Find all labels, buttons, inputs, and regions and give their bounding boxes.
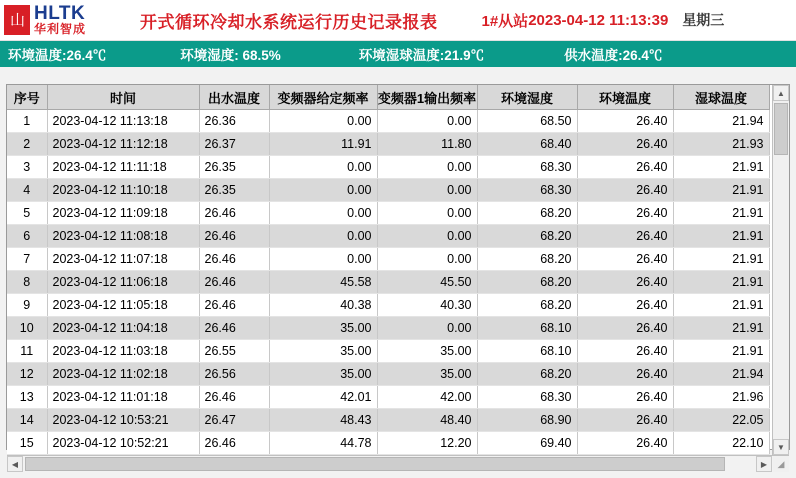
table-cell: 2 xyxy=(7,133,47,156)
table-cell: 21.96 xyxy=(673,386,769,409)
table-cell: 21.91 xyxy=(673,179,769,202)
table-cell: 48.43 xyxy=(269,409,377,432)
app-header xyxy=(0,0,796,41)
table-cell: 0.00 xyxy=(269,225,377,248)
brand-logo xyxy=(0,4,136,36)
table-cell: 11.80 xyxy=(377,133,477,156)
table-cell: 68.20 xyxy=(477,294,577,317)
table-cell: 0.00 xyxy=(377,225,477,248)
table-cell: 68.30 xyxy=(477,156,577,179)
logo-cn-text: 华利智成 xyxy=(34,22,87,36)
table-cell: 0.00 xyxy=(377,179,477,202)
table-cell: 2023-04-12 11:04:18 xyxy=(47,317,199,340)
table-cell: 10 xyxy=(7,317,47,340)
scroll-down-icon[interactable]: ▼ xyxy=(773,439,789,455)
table-row[interactable] xyxy=(7,317,769,340)
horizontal-scrollbar[interactable] xyxy=(7,455,789,469)
table-cell: 26.46 xyxy=(199,294,269,317)
history-table-panel xyxy=(6,84,790,469)
table-cell: 11 xyxy=(7,340,47,363)
scroll-right-icon[interactable]: ▶ xyxy=(756,456,772,472)
table-cell: 5 xyxy=(7,202,47,225)
table-cell: 21.94 xyxy=(673,110,769,133)
table-cell: 68.30 xyxy=(477,386,577,409)
table-body xyxy=(7,110,769,455)
table-cell: 35.00 xyxy=(269,317,377,340)
table-cell: 21.91 xyxy=(673,156,769,179)
table-cell: 26.46 xyxy=(199,225,269,248)
table-cell: 68.20 xyxy=(477,225,577,248)
table-cell: 42.01 xyxy=(269,386,377,409)
table-cell: 7 xyxy=(7,248,47,271)
table-cell: 26.55 xyxy=(199,340,269,363)
table-cell: 68.40 xyxy=(477,133,577,156)
table-cell: 0.00 xyxy=(269,156,377,179)
table-cell: 68.50 xyxy=(477,110,577,133)
history-table xyxy=(7,85,770,455)
table-cell: 26.37 xyxy=(199,133,269,156)
current-weekday: 星期三 xyxy=(682,12,725,28)
table-cell: 26.40 xyxy=(577,432,673,455)
table-cell: 26.40 xyxy=(577,225,673,248)
table-cell: 26.40 xyxy=(577,248,673,271)
table-cell: 26.40 xyxy=(577,317,673,340)
table-cell: 0.00 xyxy=(377,156,477,179)
table-cell: 13 xyxy=(7,386,47,409)
table-cell: 40.30 xyxy=(377,294,477,317)
status-ambient-temp: 环境温度:26.4℃ xyxy=(8,48,107,63)
table-cell: 68.90 xyxy=(477,409,577,432)
table-cell: 0.00 xyxy=(269,110,377,133)
table-cell: 26.40 xyxy=(577,386,673,409)
table-cell: 0.00 xyxy=(377,202,477,225)
table-cell: 26.35 xyxy=(199,179,269,202)
horizontal-scroll-thumb[interactable] xyxy=(25,457,725,471)
table-cell: 68.10 xyxy=(477,317,577,340)
current-datetime: 2023-04-12 11:13:39 xyxy=(528,11,669,29)
table-cell: 21.91 xyxy=(673,317,769,340)
table-cell: 42.00 xyxy=(377,386,477,409)
table-cell: 26.56 xyxy=(199,363,269,386)
column-header-wet-bulb-temp[interactable]: 湿球温度 xyxy=(673,85,769,110)
table-cell: 26.46 xyxy=(199,202,269,225)
table-cell: 2023-04-12 11:06:18 xyxy=(47,271,199,294)
column-header-vfd-set-freq[interactable]: 变频器给定频率 xyxy=(269,85,377,110)
table-cell: 0.00 xyxy=(269,179,377,202)
table-row[interactable] xyxy=(7,110,769,133)
logo-en-text: HLTK xyxy=(34,3,86,24)
table-cell: 2023-04-12 11:11:18 xyxy=(47,156,199,179)
table-cell: 22.10 xyxy=(673,432,769,455)
column-header-vfd1-output-freq[interactable]: 变频器1输出频率 xyxy=(377,85,477,110)
table-row[interactable] xyxy=(7,225,769,248)
resize-grip-icon[interactable]: ◢ xyxy=(773,456,789,472)
table-cell: 2023-04-12 11:12:18 xyxy=(47,133,199,156)
column-header-ambient-temp[interactable]: 环境温度 xyxy=(577,85,673,110)
table-cell: 2023-04-12 11:07:18 xyxy=(47,248,199,271)
table-cell: 3 xyxy=(7,156,47,179)
table-row[interactable] xyxy=(7,202,769,225)
table-cell: 21.93 xyxy=(673,133,769,156)
vertical-scroll-thumb[interactable] xyxy=(774,103,788,155)
page-title: 开式循环冷却水系统运行历史记录报表 xyxy=(140,12,438,32)
table-cell: 26.40 xyxy=(577,363,673,386)
table-cell: 2023-04-12 11:10:18 xyxy=(47,179,199,202)
title-bar xyxy=(136,8,796,33)
table-cell: 68.20 xyxy=(477,271,577,294)
logo-mark-icon: 山 xyxy=(4,5,30,35)
table-cell: 21.91 xyxy=(673,202,769,225)
table-cell: 21.91 xyxy=(673,225,769,248)
table-cell: 26.40 xyxy=(577,156,673,179)
table-cell: 22.05 xyxy=(673,409,769,432)
table-cell: 2023-04-12 11:08:18 xyxy=(47,225,199,248)
table-cell: 0.00 xyxy=(377,317,477,340)
table-row[interactable] xyxy=(7,340,769,363)
table-cell: 26.46 xyxy=(199,271,269,294)
table-cell: 21.91 xyxy=(673,271,769,294)
column-header-ambient-humidity[interactable]: 环境湿度 xyxy=(477,85,577,110)
status-supply-temp: 供水温度:26.4℃ xyxy=(564,48,663,63)
table-header-row xyxy=(7,85,769,110)
table-row[interactable] xyxy=(7,386,769,409)
table-cell: 21.91 xyxy=(673,248,769,271)
vertical-scrollbar[interactable] xyxy=(772,85,789,455)
table-cell: 26.36 xyxy=(199,110,269,133)
table-row[interactable] xyxy=(7,363,769,386)
table-cell: 26.46 xyxy=(199,248,269,271)
table-cell: 2023-04-12 11:01:18 xyxy=(47,386,199,409)
scroll-left-icon[interactable]: ◀ xyxy=(7,456,23,472)
table-cell: 1 xyxy=(7,110,47,133)
table-cell: 21.94 xyxy=(673,363,769,386)
table-cell: 45.58 xyxy=(269,271,377,294)
table-cell: 0.00 xyxy=(269,202,377,225)
table-cell: 26.47 xyxy=(199,409,269,432)
table-cell: 2023-04-12 10:53:21 xyxy=(47,409,199,432)
table-cell: 14 xyxy=(7,409,47,432)
status-bar xyxy=(0,41,796,67)
table-row[interactable] xyxy=(7,248,769,271)
table-cell: 45.50 xyxy=(377,271,477,294)
station-label: 1#从站 xyxy=(481,12,529,30)
table-cell: 2023-04-12 11:02:18 xyxy=(47,363,199,386)
table-cell: 2023-04-12 10:52:21 xyxy=(47,432,199,455)
table-cell: 35.00 xyxy=(269,363,377,386)
table-cell: 26.40 xyxy=(577,110,673,133)
table-cell: 68.20 xyxy=(477,248,577,271)
table-row[interactable] xyxy=(7,271,769,294)
column-header-time[interactable]: 时间 xyxy=(47,85,199,110)
table-cell: 0.00 xyxy=(377,248,477,271)
scroll-up-icon[interactable]: ▲ xyxy=(773,85,789,101)
table-cell: 26.40 xyxy=(577,294,673,317)
table-cell: 2023-04-12 11:09:18 xyxy=(47,202,199,225)
table-cell: 26.40 xyxy=(577,340,673,363)
logo-text xyxy=(34,4,86,36)
table-cell: 69.40 xyxy=(477,432,577,455)
table-cell: 26.40 xyxy=(577,179,673,202)
status-ambient-humidity: 环境湿度: 68.5% xyxy=(180,48,281,63)
table-cell: 35.00 xyxy=(269,340,377,363)
table-row[interactable] xyxy=(7,294,769,317)
table-cell: 68.10 xyxy=(477,340,577,363)
table-row[interactable] xyxy=(7,179,769,202)
status-wet-bulb-temp: 环境湿球温度:21.9℃ xyxy=(358,48,485,63)
table-cell: 21.91 xyxy=(673,340,769,363)
table-viewport xyxy=(7,85,789,455)
table-cell: 0.00 xyxy=(377,110,477,133)
table-cell: 2023-04-12 11:05:18 xyxy=(47,294,199,317)
table-cell: 68.20 xyxy=(477,363,577,386)
table-cell: 26.40 xyxy=(577,133,673,156)
table-cell: 26.46 xyxy=(199,432,269,455)
table-cell: 26.40 xyxy=(577,409,673,432)
table-cell: 35.00 xyxy=(377,363,477,386)
table-cell: 26.35 xyxy=(199,156,269,179)
table-cell: 68.30 xyxy=(477,179,577,202)
table-cell: 0.00 xyxy=(269,248,377,271)
table-cell: 12 xyxy=(7,363,47,386)
table-cell: 4 xyxy=(7,179,47,202)
table-row[interactable] xyxy=(7,409,769,432)
table-cell: 26.40 xyxy=(577,271,673,294)
table-cell: 68.20 xyxy=(477,202,577,225)
table-cell: 9 xyxy=(7,294,47,317)
table-cell: 6 xyxy=(7,225,47,248)
table-row[interactable] xyxy=(7,133,769,156)
table-row[interactable] xyxy=(7,156,769,179)
table-cell: 15 xyxy=(7,432,47,455)
table-cell: 44.78 xyxy=(269,432,377,455)
table-cell: 8 xyxy=(7,271,47,294)
table-cell: 48.40 xyxy=(377,409,477,432)
table-cell: 35.00 xyxy=(377,340,477,363)
column-header-index[interactable]: 序号 xyxy=(7,85,47,110)
table-row[interactable] xyxy=(7,432,769,455)
table-cell: 2023-04-12 11:03:18 xyxy=(47,340,199,363)
table-cell: 26.40 xyxy=(577,202,673,225)
table-cell: 2023-04-12 11:13:18 xyxy=(47,110,199,133)
table-cell: 21.91 xyxy=(673,294,769,317)
table-cell: 26.46 xyxy=(199,317,269,340)
table-cell: 12.20 xyxy=(377,432,477,455)
table-cell: 26.46 xyxy=(199,386,269,409)
table-cell: 11.91 xyxy=(269,133,377,156)
table-cell: 40.38 xyxy=(269,294,377,317)
column-header-outlet-temp[interactable]: 出水温度 xyxy=(199,85,269,110)
